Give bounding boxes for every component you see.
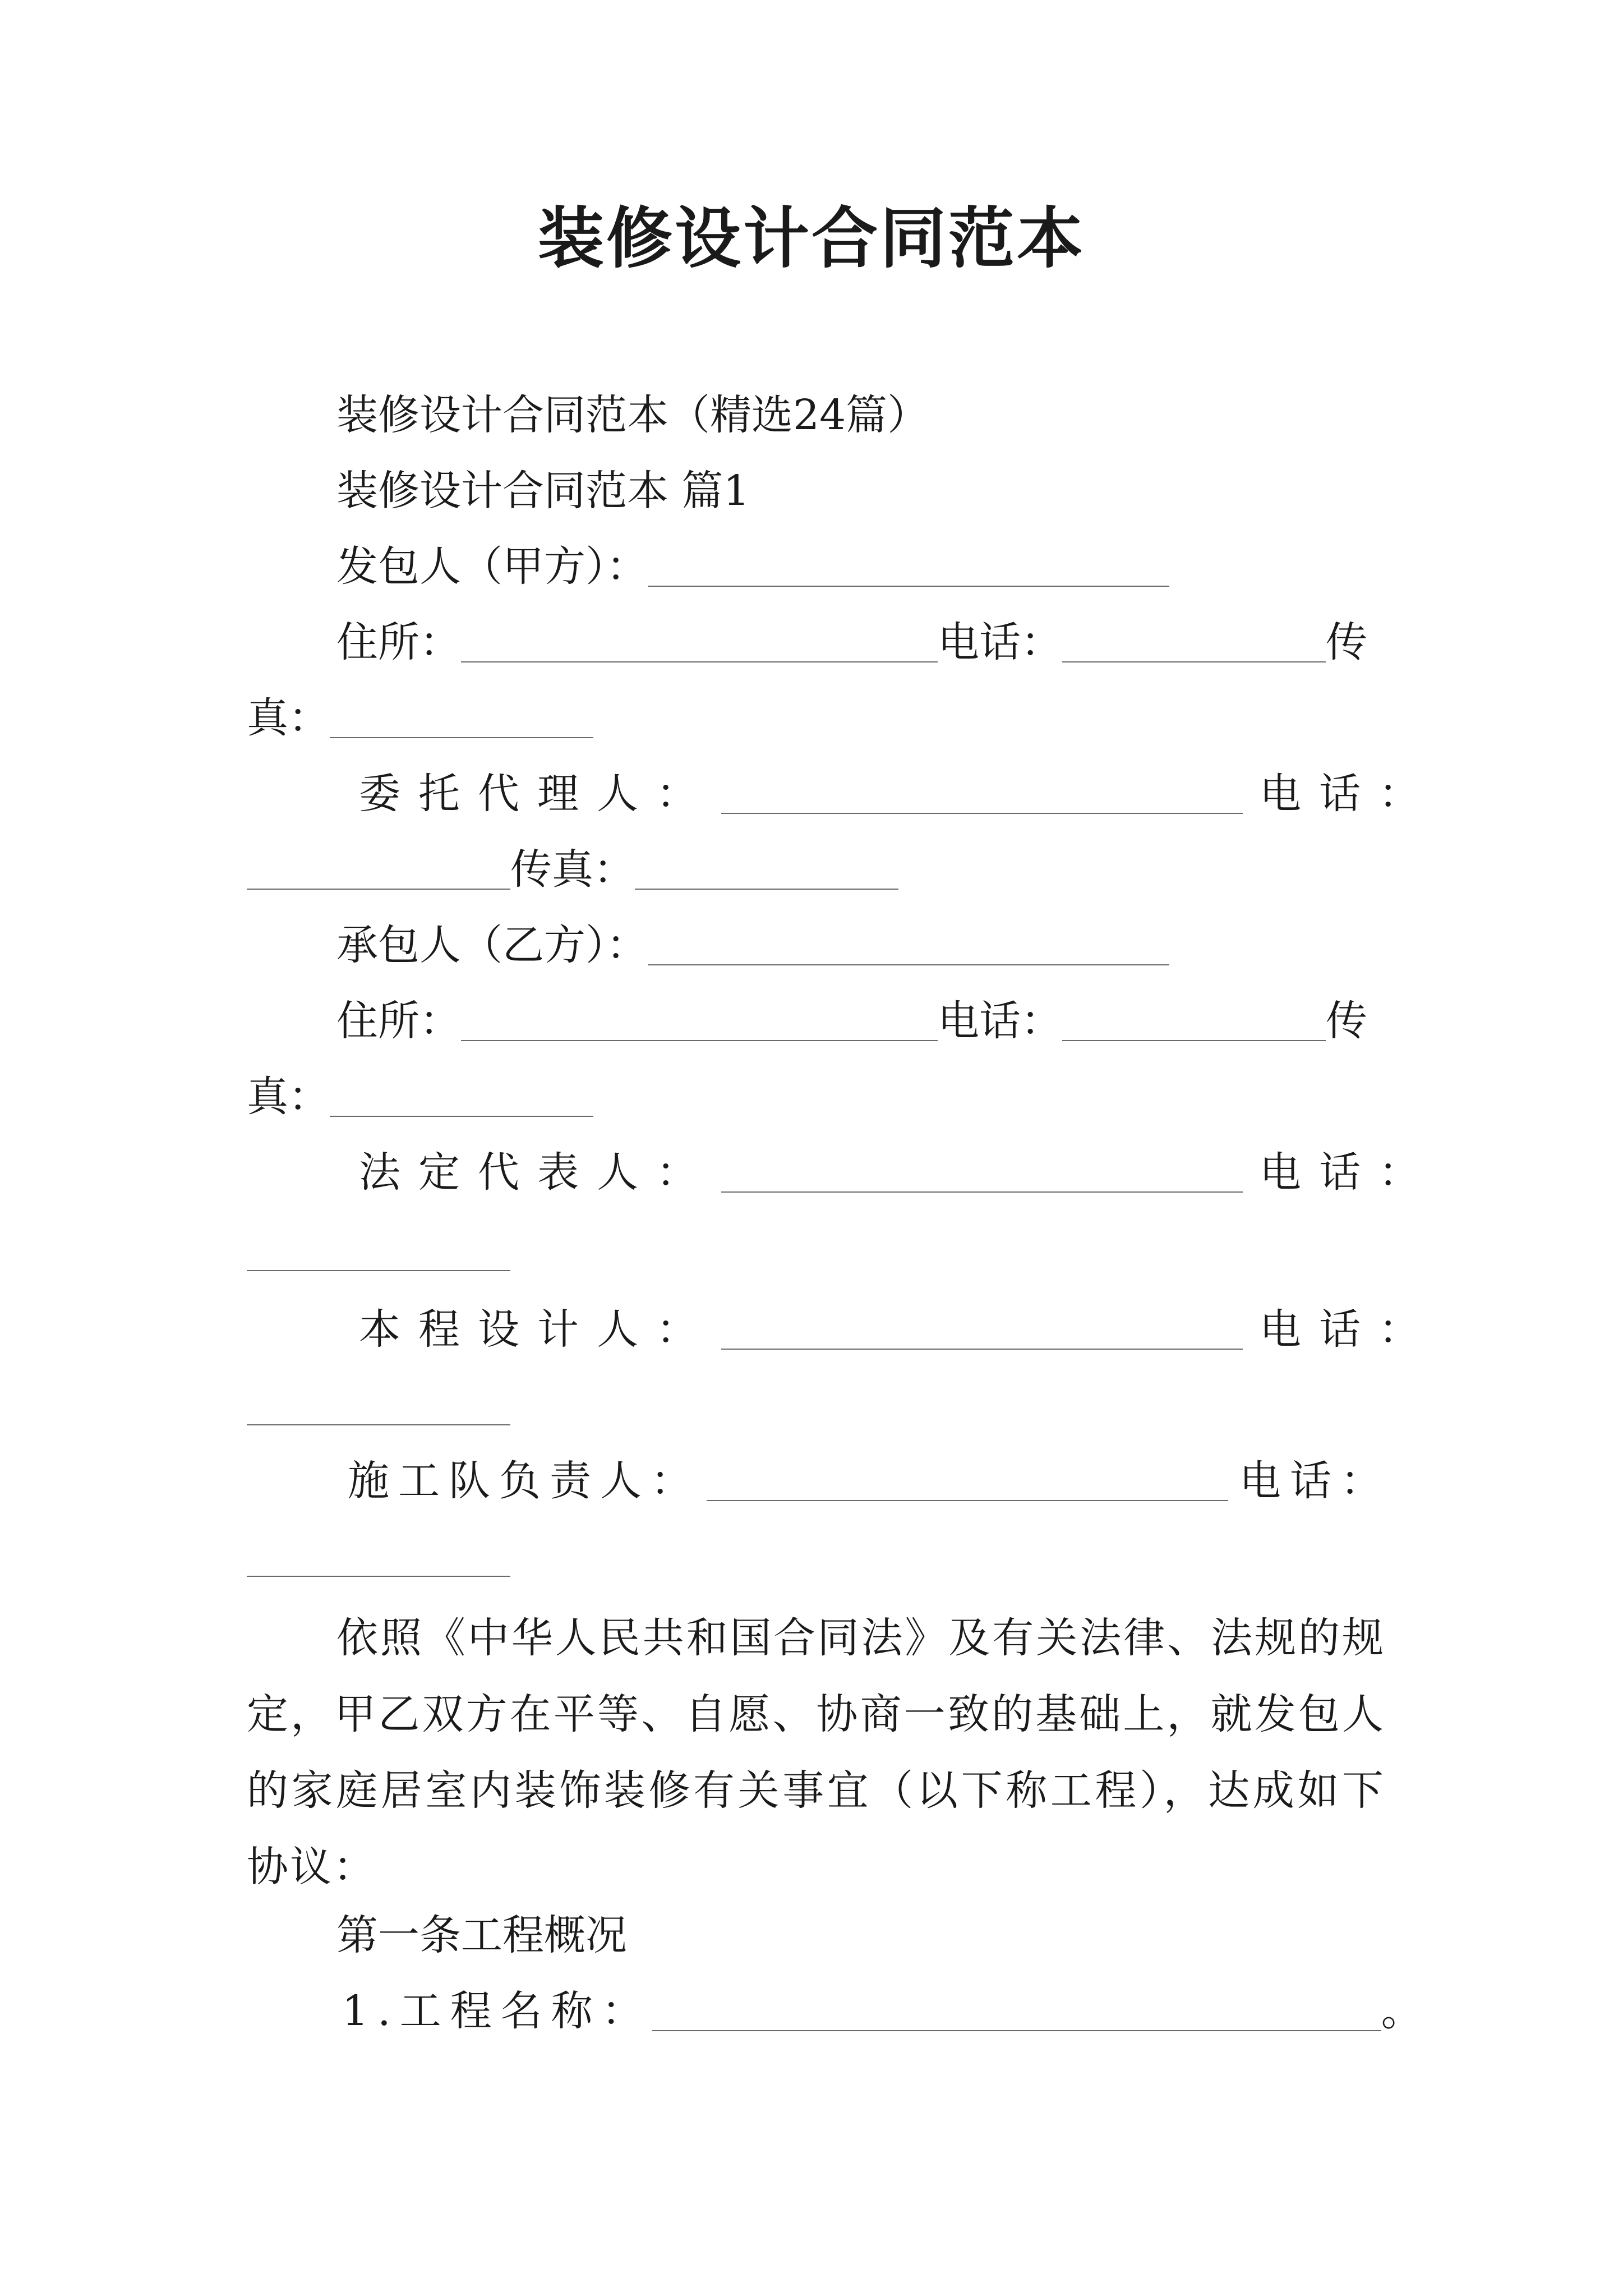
designer-name-field[interactable] — [721, 1309, 1243, 1350]
legal-rep-phone-label: 电话： — [1260, 1148, 1438, 1197]
party-a-fax-line — [247, 690, 593, 746]
party-a-address-label: 住所： — [336, 618, 461, 666]
agent-phone-label: 电话： — [1260, 770, 1438, 818]
party-a-fax-label-2: 真： — [247, 694, 330, 742]
party-b-label: 承包人（乙方）： — [336, 921, 648, 969]
designer-phone-label: 电话： — [1260, 1305, 1438, 1354]
project-name-field[interactable] — [652, 1991, 1381, 2031]
party-a-address-field[interactable] — [461, 622, 938, 662]
party-b-line — [336, 917, 1169, 973]
legal-rep-phone-field[interactable] — [247, 1231, 510, 1271]
legal-rep-name-field[interactable] — [721, 1152, 1243, 1193]
team-lead-phone-line — [247, 1529, 510, 1585]
party-b-fax-field[interactable] — [330, 1076, 593, 1117]
designer-line — [359, 1301, 1438, 1358]
designer-phone-line — [247, 1377, 510, 1433]
party-a-address-line — [336, 614, 1367, 670]
party-a-fax-label-1: 传 — [1326, 618, 1367, 666]
party-b-fax-label-1: 传 — [1326, 997, 1367, 1045]
legal-rep-line — [359, 1144, 1438, 1200]
party-a-phone-label: 电话： — [938, 618, 1062, 666]
legal-rep-phone-line — [247, 1223, 510, 1279]
team-lead-name-field[interactable] — [707, 1461, 1228, 1501]
party-b-address-label: 住所： — [336, 997, 461, 1045]
agent-phone-field[interactable] — [247, 849, 510, 890]
legal-rep-label: 法定代表人： — [359, 1148, 716, 1197]
article-1-heading: 第一条工程概况 — [336, 1911, 627, 1959]
team-lead-phone-field[interactable] — [247, 1536, 510, 1577]
party-b-address-field[interactable] — [461, 1001, 938, 1041]
section-heading: 装修设计合同范本 篇1 — [336, 467, 750, 515]
agent-fax-line — [247, 841, 898, 898]
party-a-phone-field[interactable] — [1062, 622, 1326, 662]
party-a-line — [336, 539, 1169, 595]
project-name-end: 。 — [1381, 1987, 1423, 2035]
designer-label: 本程设计人： — [359, 1305, 716, 1354]
agent-line — [359, 766, 1438, 822]
subtitle: 装修设计合同范本（精选24篇） — [336, 391, 929, 439]
project-name-label: 1.工程名称： — [342, 1987, 652, 2035]
party-a-label: 发包人（甲方）： — [336, 542, 648, 591]
agent-name-field[interactable] — [721, 774, 1243, 814]
article-1-item-1 — [342, 1983, 1423, 2039]
party-b-name-field[interactable] — [648, 925, 1169, 965]
agent-label: 委托代理人： — [359, 770, 716, 818]
party-a-name-field[interactable] — [648, 546, 1169, 587]
agent-fax-field[interactable] — [635, 849, 898, 890]
party-b-phone-label: 电话： — [938, 997, 1062, 1045]
party-b-address-line — [336, 993, 1367, 1049]
agent-fax-label: 传真： — [510, 845, 635, 894]
party-a-fax-field[interactable] — [330, 698, 593, 738]
intro-paragraph: 依照《中华人民共和国合同法》及有关法律、法规的规定，甲乙双方在平等、自愿、协商一致的基础上，就发包人的家庭居室内装饰装修有关事宜（以下称工程），达成如下协议： — [247, 1614, 1385, 1891]
document-title: 装修设计合同范本 — [537, 199, 1085, 277]
party-b-fax-label-2: 真： — [247, 1073, 330, 1121]
team-lead-line — [348, 1453, 1391, 1509]
team-lead-label: 施工队负责人： — [348, 1457, 701, 1505]
team-lead-phone-label: 电话： — [1239, 1457, 1391, 1505]
party-b-fax-line — [247, 1069, 593, 1125]
party-b-phone-field[interactable] — [1062, 1001, 1326, 1041]
designer-phone-field[interactable] — [247, 1385, 510, 1425]
